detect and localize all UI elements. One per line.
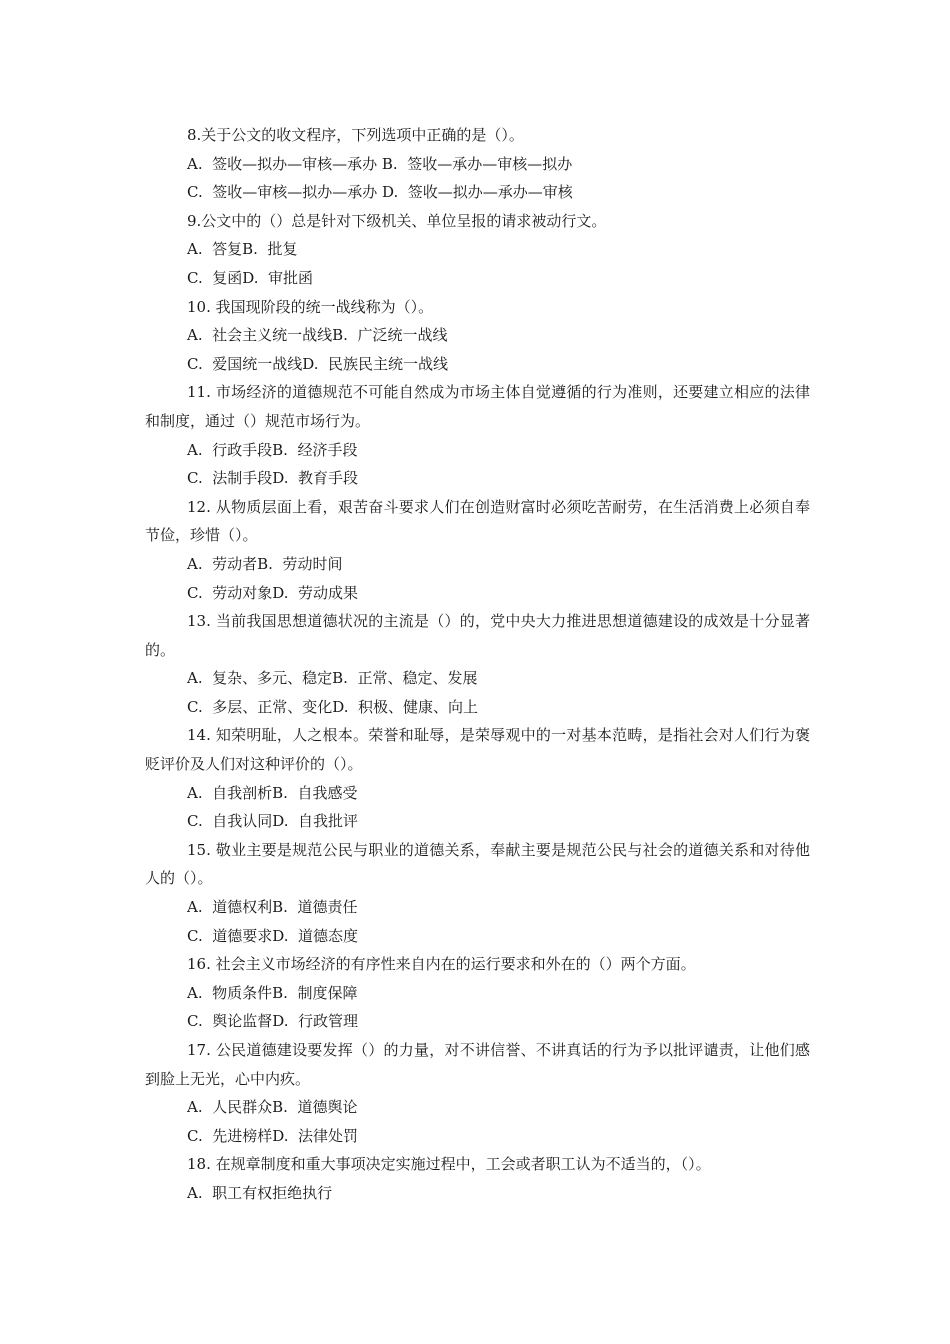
question-text: 10. 我国现阶段的统一战线称为（）。 (187, 297, 434, 316)
option-line: A. 道德权利B. 道德责任 (187, 898, 358, 917)
question-12 (145, 493, 810, 607)
question-17 (145, 1036, 810, 1150)
question-15 (145, 836, 810, 950)
question-16 (145, 950, 810, 1036)
question-text: 11. 市场经济的道德规范不可能自然成为市场主体自觉遵循的行为准则，还要建立相应的法律和制度，通过（）规范市场行为。 (145, 383, 810, 430)
question-10 (145, 293, 810, 379)
option-line: A. 物质条件B. 制度保障 (187, 983, 358, 1002)
option-line: A. 劳动者B. 劳动时间 (187, 554, 343, 573)
question-13 (145, 607, 810, 721)
option-line: A. 签收—拟办—审核—承办 B. 签收—承办—审核—拟办 (187, 154, 573, 173)
option-line: C. 法制手段D. 教育手段 (187, 469, 359, 488)
option-line: C. 舆论监督D. 行政管理 (187, 1012, 359, 1031)
question-8 (145, 121, 810, 207)
question-text: 14. 知荣明耻，人之根本。荣誉和耻辱，是荣辱观中的一对基本范畴，是指社会对人们行为褒贬评价及人们对这种评价的（）。 (145, 726, 810, 774)
option-line: A. 答复B. 批复 (187, 240, 298, 259)
option-line: A. 人民群众B. 道德舆论 (187, 1098, 358, 1117)
option-line: A. 自我剖析B. 自我感受 (187, 783, 358, 802)
document-page (145, 121, 810, 1208)
question-text: 12. 从物质层面上看，艰苦奋斗要求人们在创造财富时必须吃苦耐劳，在生活消费上必须自奉节俭，珍惜（）。 (145, 497, 810, 545)
question-text: 17. 公民道德建设要发挥（）的力量，对不讲信誉、不讲真话的行为予以批评谴责，让他们感到脸上无光，心中内疚。 (145, 1041, 810, 1088)
option-line: C. 签收—审核—拟办—承办 D. 签收—拟办—承办—审核 (187, 183, 573, 202)
option-line: C. 先进榜样D. 法律处罚 (187, 1126, 359, 1145)
option-line: C. 爱国统一战线D. 民族民主统一战线 (187, 354, 449, 373)
option-line: C. 自我认同D. 自我批评 (187, 812, 359, 831)
question-9 (145, 207, 810, 293)
question-text: 8.关于公文的收文程序，下列选项中正确的是（）。 (187, 126, 524, 144)
question-14 (145, 721, 810, 835)
question-11 (145, 378, 810, 492)
question-text: 15. 敬业主要是规范公民与职业的道德关系，奉献主要是规范公民与社会的道德关系和对待他人的（）。 (145, 840, 810, 888)
question-text: 16. 社会主义市场经济的有序性来自内在的运行要求和外在的（）两个方面。 (187, 955, 696, 974)
option-line: C. 道德要求D. 道德态度 (187, 926, 359, 945)
question-text: 18. 在规章制度和重大事项决定实施过程中，工会或者职工认为不适当的，（）。 (187, 1155, 711, 1174)
option-line: A. 职工有权拒绝执行 (187, 1183, 333, 1202)
option-line: C. 劳动对象D. 劳动成果 (187, 583, 359, 602)
option-line: A. 行政手段B. 经济手段 (187, 440, 358, 459)
question-text: 9.公文中的（）总是针对下级机关、单位呈报的请求被动行文。 (187, 211, 607, 230)
option-line: A. 社会主义统一战线B. 广泛统一战线 (187, 326, 448, 345)
question-text: 13. 当前我国思想道德状况的主流是（）的，党中央大力推进思想道德建设的成效是十分显著的。 (145, 612, 810, 659)
option-line: A. 复杂、多元、稳定B. 正常、稳定、发展 (187, 669, 478, 688)
option-line: C. 多层、正常、变化D. 积极、健康、向上 (187, 697, 479, 716)
question-18 (145, 1150, 810, 1207)
option-line: C. 复函D. 审批函 (187, 268, 314, 287)
